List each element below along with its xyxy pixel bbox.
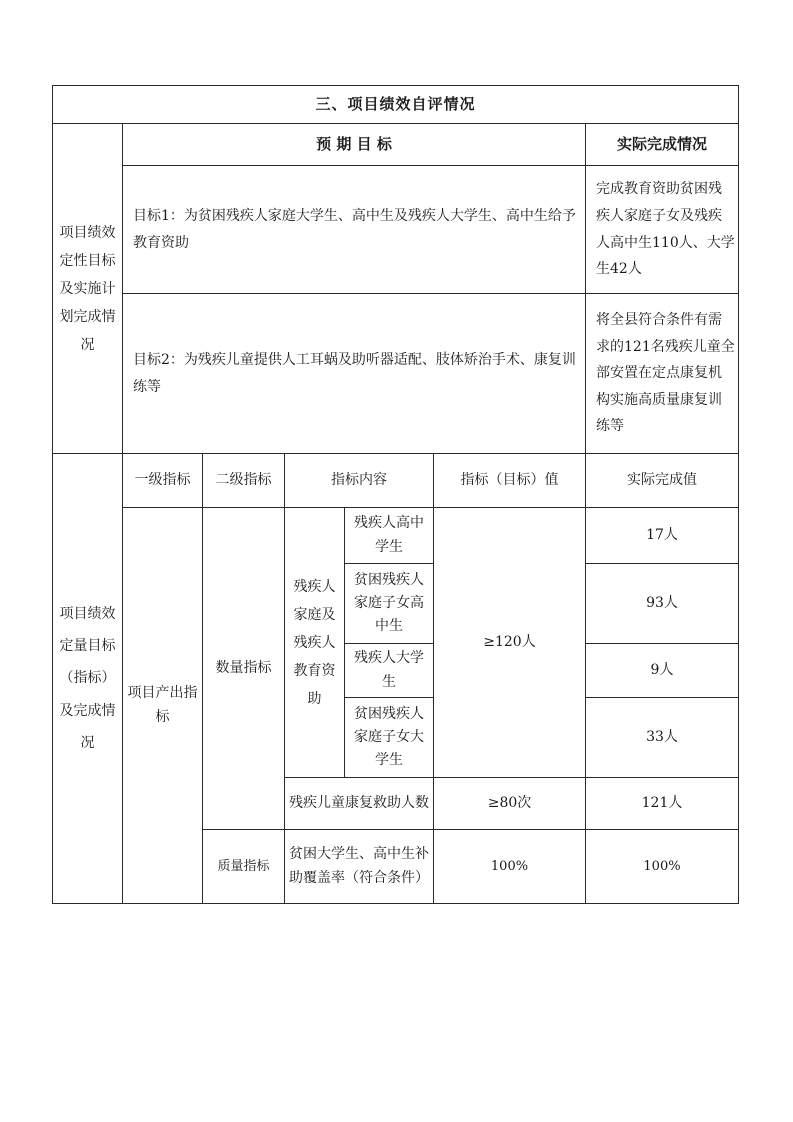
quality-indicator-label: 质量指标 (203, 830, 285, 904)
content-item-4: 贫困残疾人家庭子女大学生 (345, 698, 434, 778)
rehab-actual: 121人 (586, 778, 739, 830)
expected-goal-header: 预 期 目 标 (123, 124, 586, 166)
level2-header: 二级指标 (203, 454, 285, 508)
actual-status-header: 实际完成情况 (586, 124, 739, 166)
section-title: 三、项目绩效自评情况 (53, 86, 739, 124)
actual-item-4: 33人 (586, 698, 739, 778)
content-item-2: 贫困残疾人家庭子女高中生 (345, 564, 434, 644)
quality-content: 贫困大学生、高中生补助覆盖率（符合条件） (285, 830, 434, 904)
performance-table (52, 85, 739, 904)
actual-value-header: 实际完成值 (586, 454, 739, 508)
quantitative-row-label: 项目绩效定量目标（指标）及完成情况 (53, 454, 123, 904)
level1-header: 一级指标 (123, 454, 203, 508)
rehab-target: ≥80次 (434, 778, 586, 830)
actual-item-1: 17人 (586, 508, 739, 564)
goal-2-text: 目标2：为残疾儿童提供人工耳蜗及助听器适配、肢体矫治手术、康复训练等 (123, 294, 586, 454)
content-item-3: 残疾人大学生 (345, 644, 434, 698)
goal-1-text: 目标1：为贫困残疾人家庭大学生、高中生及残疾人大学生、高中生给予教育资助 (123, 166, 586, 294)
education-aid-group: 残疾人家庭及残疾人教育资助 (285, 508, 345, 778)
quality-actual: 100% (586, 830, 739, 904)
actual-item-3: 9人 (586, 644, 739, 698)
education-target-value: ≥120人 (434, 508, 586, 778)
qualitative-row-label: 项目绩效定性目标及实施计划完成情况 (53, 124, 123, 454)
rehab-content: 残疾儿童康复救助人数 (285, 778, 434, 830)
quality-target: 100% (434, 830, 586, 904)
content-header: 指标内容 (285, 454, 434, 508)
target-header: 指标（目标）值 (434, 454, 586, 508)
goal-1-actual: 完成教育资助贫困残疾人家庭子女及残疾人高中生110人、大学生42人 (586, 166, 739, 294)
content-item-1: 残疾人高中学生 (345, 508, 434, 564)
goal-2-actual: 将全县符合条件有需求的121名残疾儿童全部安置在定点康复机构实施高质量康复训练等 (586, 294, 739, 454)
actual-item-2: 93人 (586, 564, 739, 644)
quantity-indicator-label: 数量指标 (203, 508, 285, 830)
output-indicator-label: 项目产出指标 (123, 508, 203, 904)
